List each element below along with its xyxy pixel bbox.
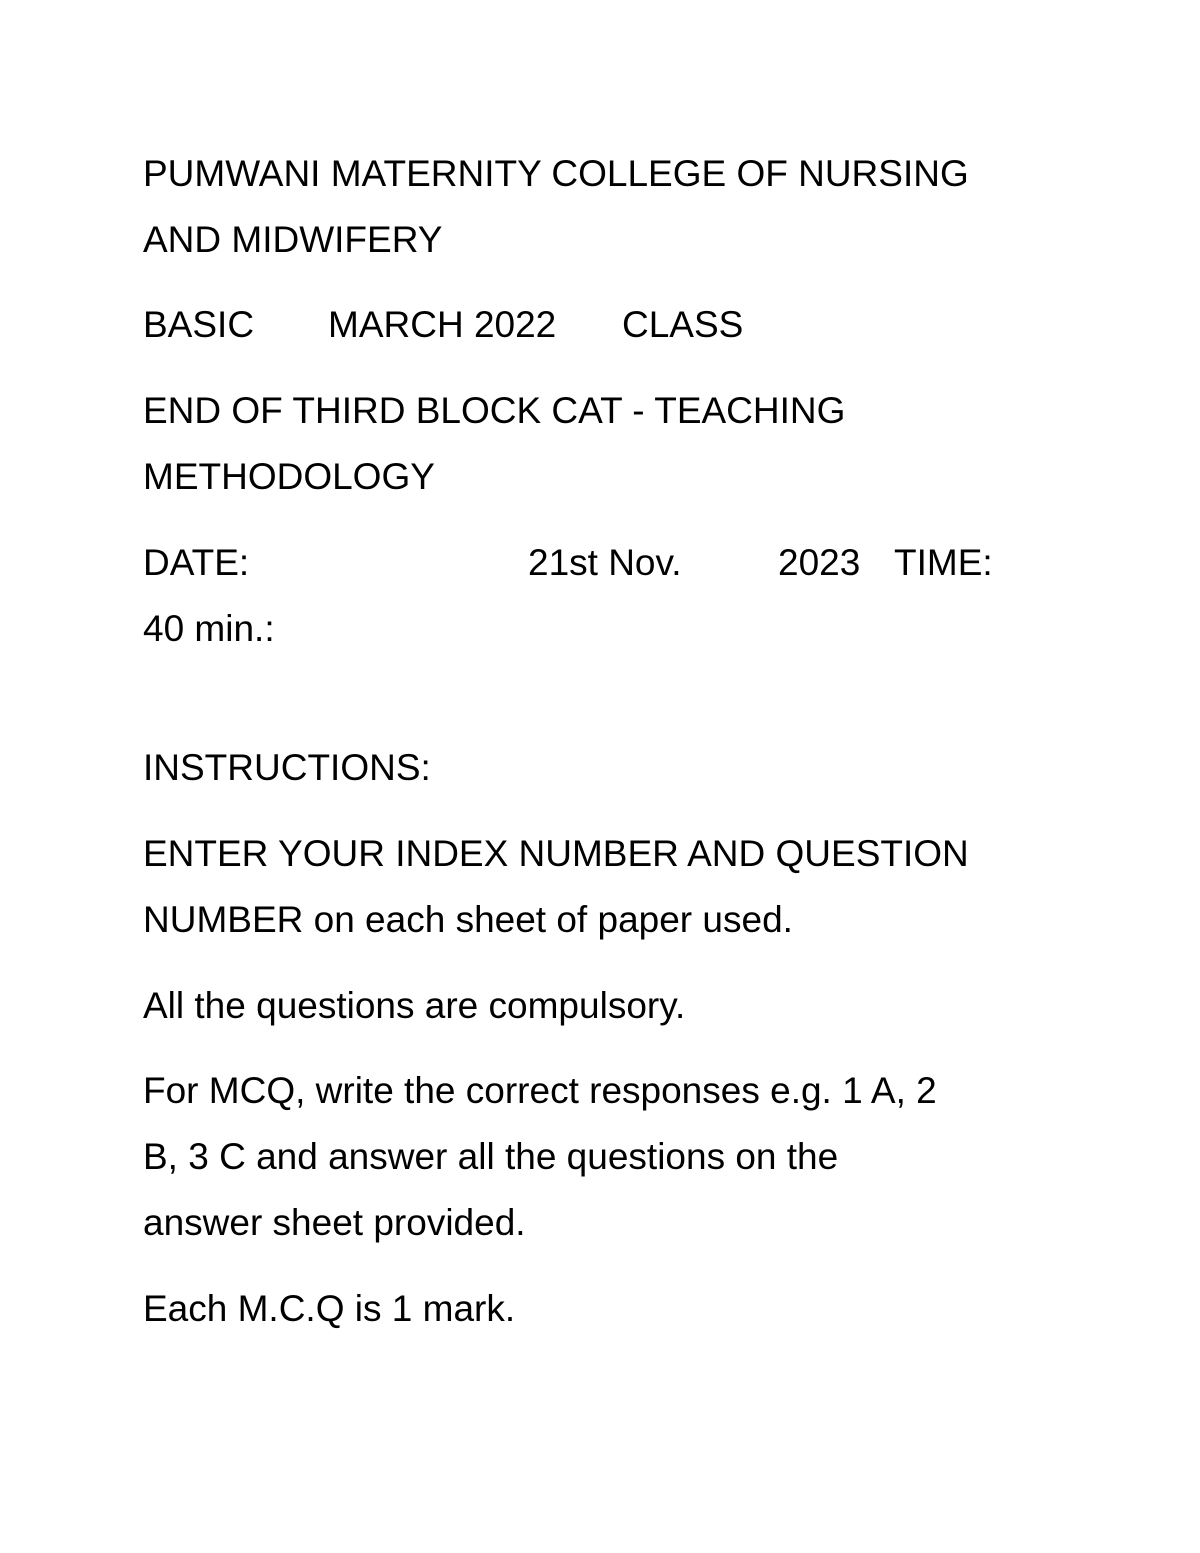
- class-word: CLASS: [622, 304, 744, 345]
- date-year: 2023: [778, 542, 861, 583]
- instruction-2: All the questions are compulsory.: [143, 985, 686, 1026]
- instruction-3-line-3: answer sheet provided.: [143, 1202, 526, 1243]
- date-label: DATE:: [143, 542, 250, 583]
- exam-title-line-2: METHODOLOGY: [143, 456, 435, 497]
- date-value: 21st Nov.: [528, 542, 682, 583]
- instructions-heading: INSTRUCTIONS:: [143, 747, 431, 788]
- college-name-line-2: AND MIDWIFERY: [143, 219, 443, 260]
- college-name-line-1: PUMWANI MATERNITY COLLEGE OF NURSING: [143, 153, 969, 194]
- instruction-1-line-2: NUMBER on each sheet of paper used.: [143, 899, 793, 940]
- class-intake: MARCH 2022: [328, 304, 557, 345]
- class-basic: BASIC: [143, 304, 255, 345]
- instruction-1-line-1: ENTER YOUR INDEX NUMBER AND QUESTION: [143, 833, 969, 874]
- class-line: [143, 303, 843, 347]
- instruction-4: Each M.C.Q is 1 mark.: [143, 1288, 516, 1329]
- time-value: 40 min.:: [143, 608, 275, 649]
- time-label: TIME:: [894, 542, 993, 583]
- instruction-3-line-2: B, 3 C and answer all the questions on the: [143, 1136, 839, 1177]
- exam-title-line-1: END OF THIRD BLOCK CAT - TEACHING: [143, 390, 846, 431]
- date-time-line: [143, 541, 1043, 585]
- instruction-3-line-1: For MCQ, write the correct responses e.g. 1 A, 2: [143, 1070, 937, 1111]
